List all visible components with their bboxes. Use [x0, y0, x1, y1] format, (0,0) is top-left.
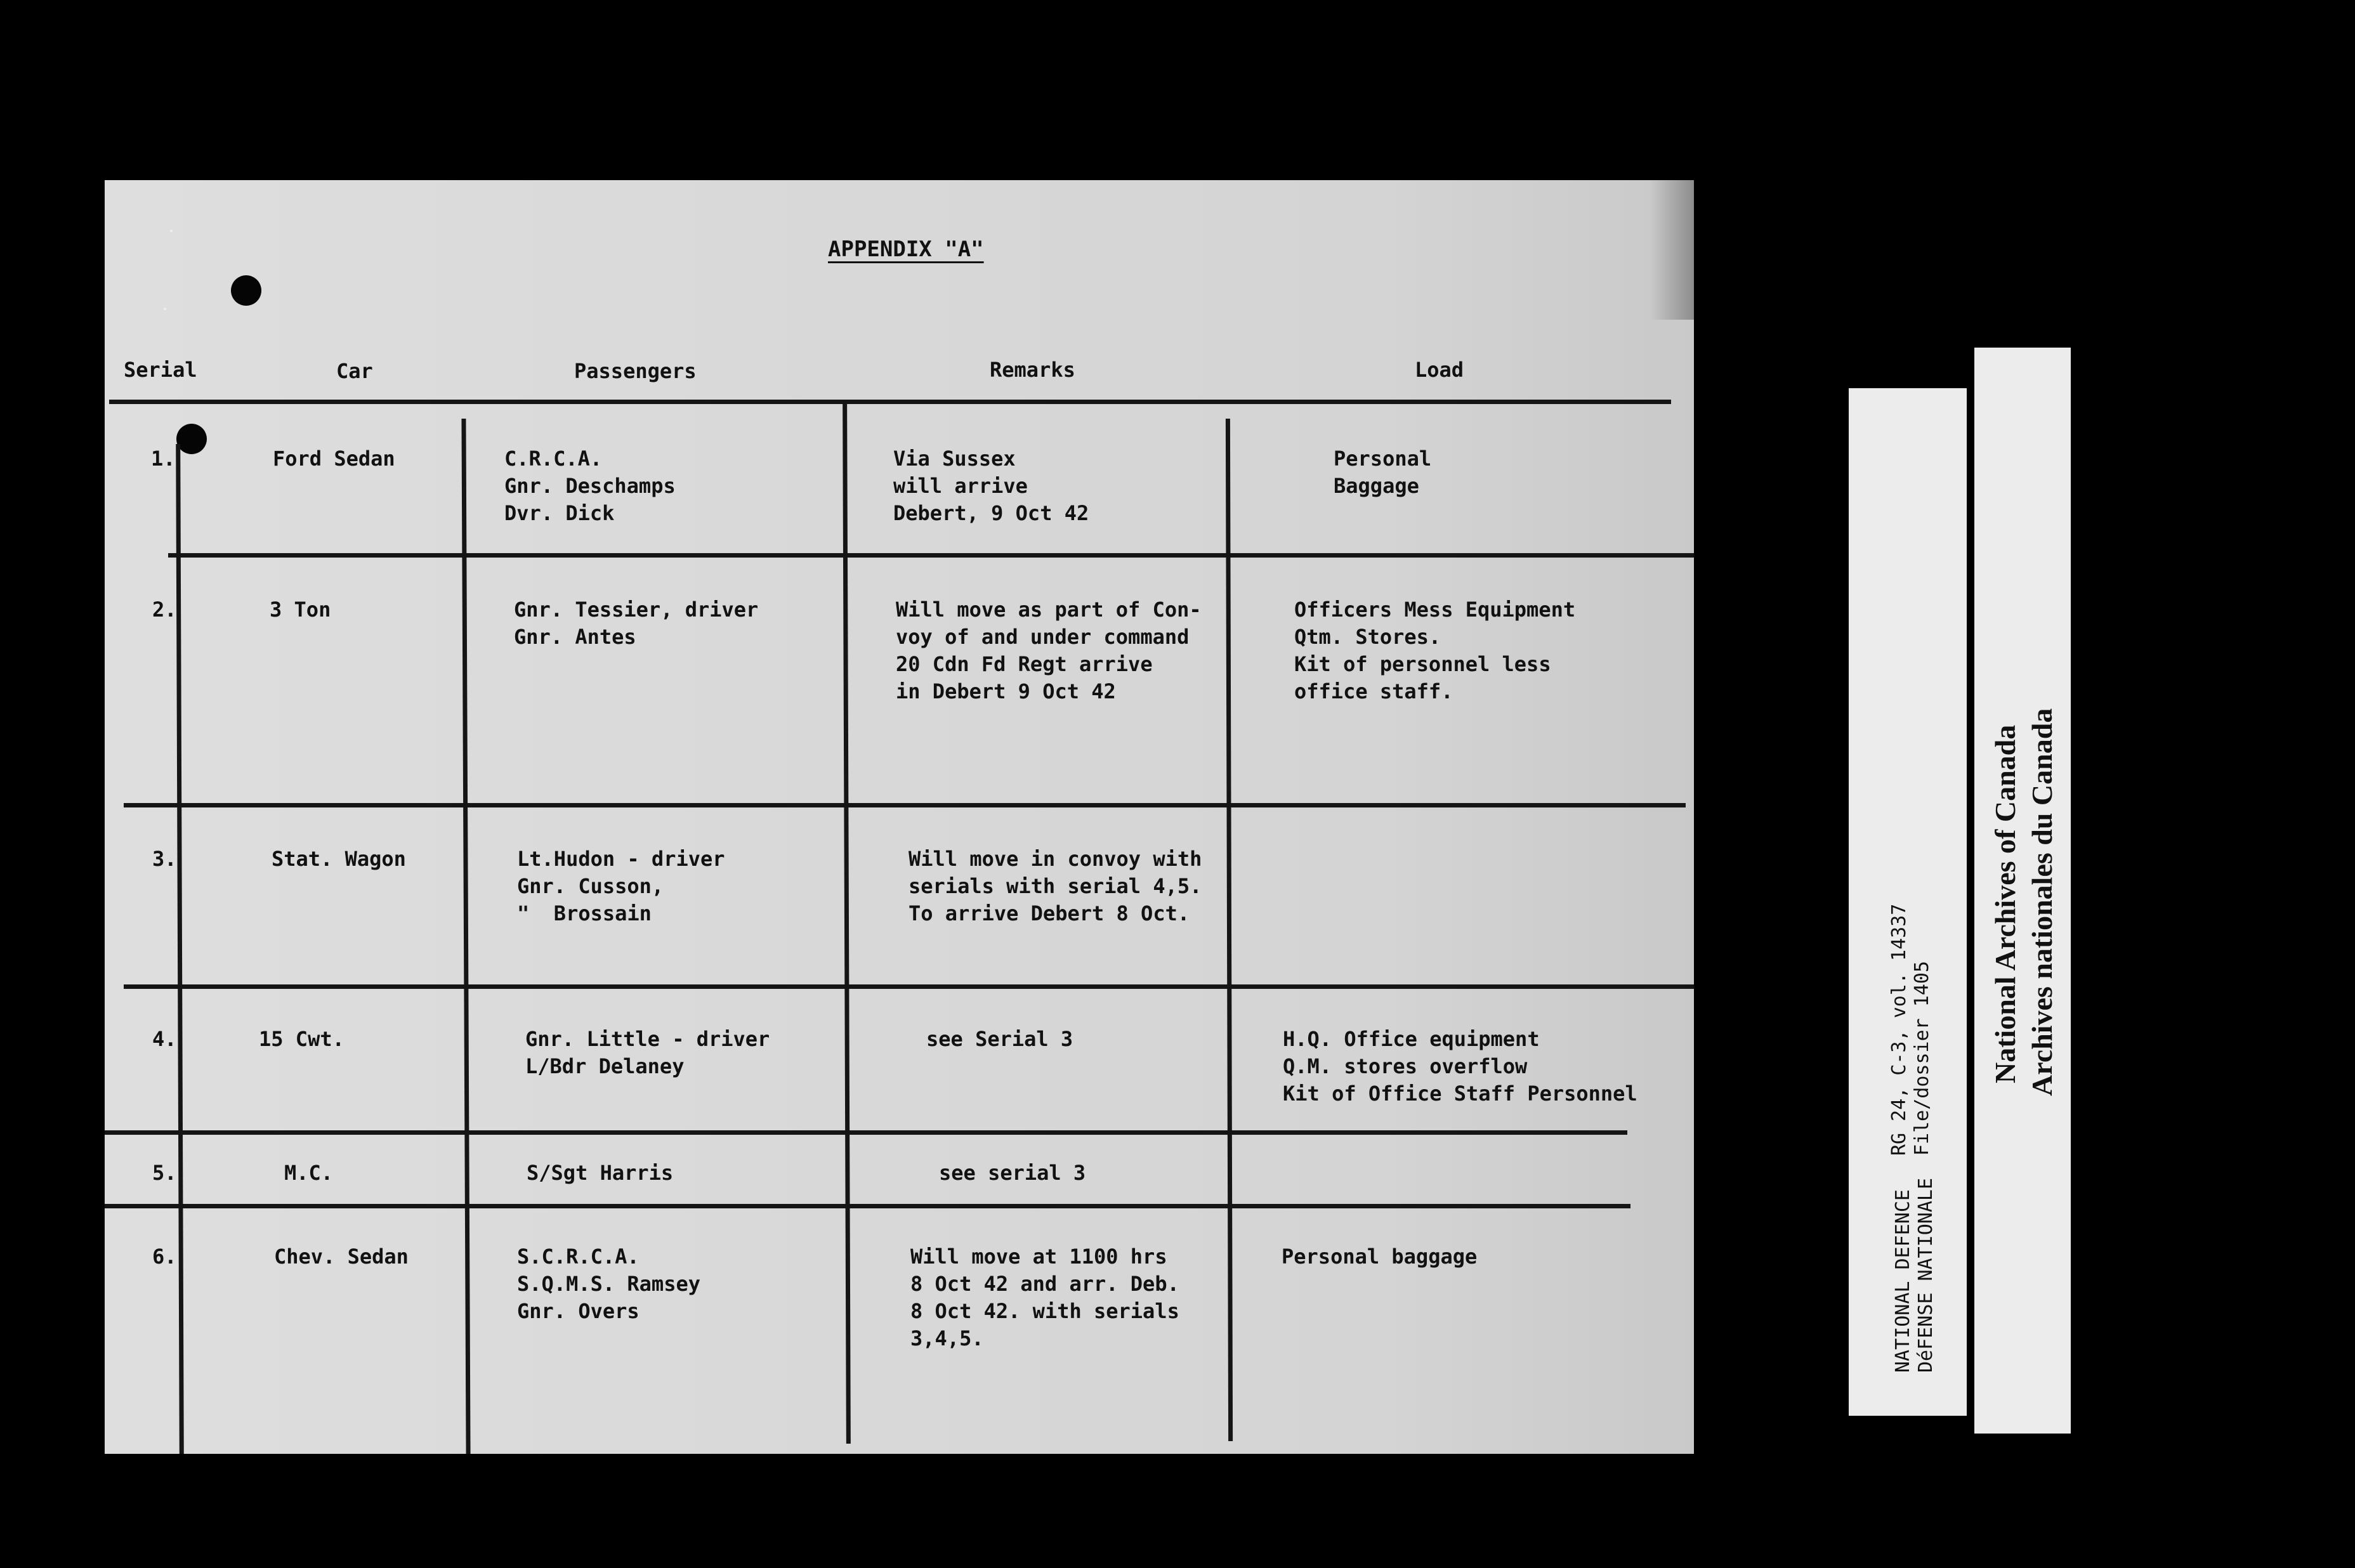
car-cell: Chev. Sedan — [274, 1245, 409, 1269]
remarks-line: 8 Oct 42 and arr. Deb. — [910, 1272, 1179, 1296]
remarks-line: Will move in convoy with — [909, 847, 1202, 871]
car-cell: 3 Ton — [270, 598, 331, 622]
passenger-line: Dvr. Dick — [504, 501, 615, 525]
film-speck — [170, 230, 173, 232]
serial-cell: 5. — [152, 1161, 177, 1185]
load-line: Officers Mess Equipment — [1294, 598, 1576, 622]
passenger-line: Gnr. Tessier, driver — [514, 598, 759, 622]
remarks-line: in Debert 9 Oct 42 — [896, 679, 1116, 703]
load-line: H.Q. Office equipment — [1283, 1027, 1540, 1051]
film-speck — [164, 308, 166, 310]
load-line: Kit of Office Staff Personnel — [1283, 1081, 1637, 1106]
passenger-line: Gnr. Antes — [514, 625, 636, 649]
remarks-line: Will move as part of Con- — [896, 598, 1202, 622]
remarks-line: Will move at 1100 hrs — [910, 1245, 1167, 1269]
archives-line-2: Archives nationales du Canada — [2026, 708, 2058, 1096]
department-line-1: NATIONAL DEFENCE — [1892, 1189, 1914, 1373]
passenger-line: S.C.R.C.A. — [517, 1245, 640, 1269]
row-divider — [105, 1130, 1627, 1135]
remarks-line: To arrive Debert 8 Oct. — [909, 901, 1190, 925]
passenger-line: C.R.C.A. — [504, 447, 603, 471]
load-line: Baggage — [1334, 474, 1419, 498]
header-rule — [109, 400, 1671, 404]
car-cell: 15 Cwt. — [259, 1027, 344, 1051]
punch-hole — [176, 424, 207, 454]
load-line: Personal baggage — [1282, 1245, 1478, 1269]
row-divider — [124, 803, 1686, 807]
remarks-line: Via Sussex — [893, 447, 1016, 471]
passenger-line: L/Bdr Delaney — [525, 1054, 685, 1078]
row-divider — [105, 1204, 1630, 1208]
reference-line-2: File/dossier 1405 — [1911, 960, 1933, 1156]
load-line: Q.M. stores overflow — [1283, 1054, 1528, 1078]
serial-cell: 3. — [152, 847, 177, 871]
load-line: Kit of personnel less — [1294, 652, 1551, 676]
serial-cell: 2. — [152, 598, 177, 622]
punch-hole — [231, 275, 261, 306]
archives-line-1: National Archives of Canada — [1989, 724, 2021, 1083]
row-divider — [168, 553, 1694, 558]
row-divider — [124, 984, 1694, 989]
passenger-line: Gnr. Overs — [517, 1299, 640, 1323]
passenger-line: Lt.Hudon - driver — [517, 847, 725, 871]
remarks-line: Debert, 9 Oct 42 — [893, 501, 1089, 525]
remarks-line: 3,4,5. — [910, 1326, 984, 1350]
reference-line-1: RG 24, C-3, vol. 14337 — [1888, 903, 1910, 1156]
remarks-line: serials with serial 4,5. — [909, 874, 1202, 898]
passenger-line: S/Sgt Harris — [527, 1161, 674, 1185]
serial-cell: 1. — [151, 447, 176, 471]
header-remarks: Remarks — [990, 358, 1075, 382]
header-serial: Serial — [124, 358, 197, 382]
passenger-line: Gnr. Deschamps — [504, 474, 676, 498]
remarks-line: 8 Oct 42. with serials — [910, 1299, 1179, 1323]
passenger-line: Gnr. Little - driver — [525, 1027, 770, 1051]
serial-cell: 6. — [152, 1245, 177, 1269]
remarks-line: voy of and under command — [896, 625, 1190, 649]
archives-label — [1974, 348, 2071, 1434]
appendix-title: APPENDIX "A" — [828, 237, 984, 262]
load-line: Qtm. Stores. — [1294, 625, 1441, 649]
remarks-line: see Serial 3 — [926, 1027, 1073, 1051]
header-car: Car — [336, 359, 373, 383]
load-line: Personal — [1334, 447, 1432, 471]
load-line: office staff. — [1294, 679, 1453, 703]
header-load: Load — [1415, 358, 1464, 382]
reference-label — [1849, 388, 1967, 1416]
serial-cell: 4. — [152, 1027, 177, 1051]
remarks-line: 20 Cdn Fd Regt arrive — [896, 652, 1153, 676]
page-edge-shadow — [1650, 180, 1694, 320]
car-cell: Stat. Wagon — [272, 847, 406, 871]
car-cell: M.C. — [284, 1161, 334, 1185]
remarks-line: will arrive — [893, 474, 1028, 498]
passenger-line: Gnr. Cusson, — [517, 874, 664, 898]
header-passengers: Passengers — [574, 359, 697, 383]
remarks-line: see serial 3 — [939, 1161, 1086, 1185]
passenger-line: S.Q.M.S. Ramsey — [517, 1272, 700, 1296]
passenger-line: " Brossain — [517, 901, 652, 925]
department-line-2: DéFENSE NATIONALE — [1915, 1177, 1937, 1373]
car-cell: Ford Sedan — [273, 447, 395, 471]
